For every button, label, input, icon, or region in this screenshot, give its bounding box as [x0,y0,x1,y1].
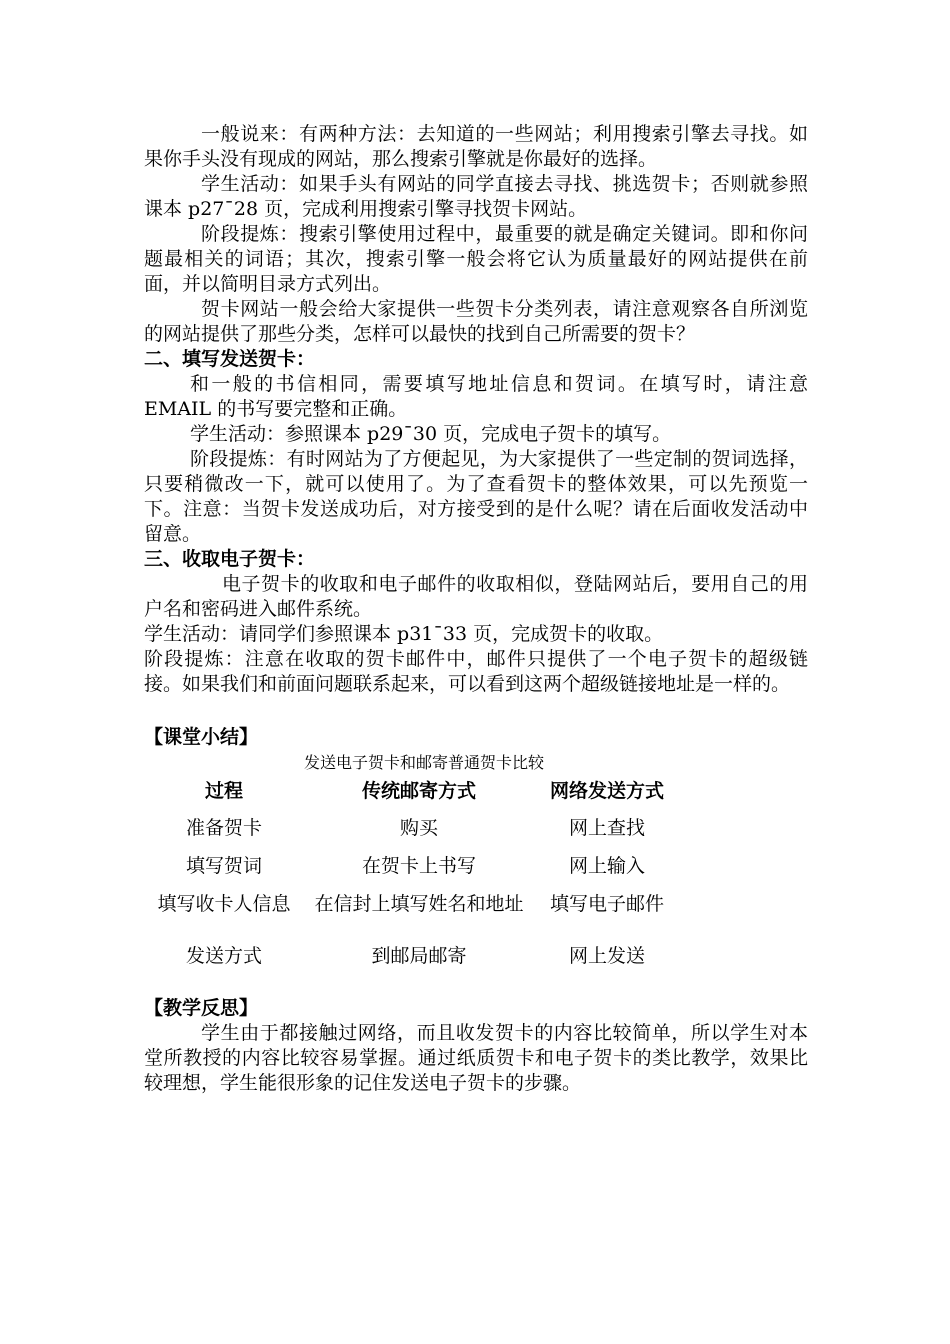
document-page [144,122,808,1096]
table-cell: 在贺卡上书写 [361,855,476,877]
comparison-table [144,778,680,982]
table-header-cell: 传统邮寄方式 [361,780,476,802]
table-header-cell: 过程 [204,780,243,802]
table-row [144,854,680,892]
table-cell: 到邮局邮寄 [371,945,467,967]
paragraph-stage-summary-2: 阶段提炼：有时网站为了方便起见，为大家提供了一些定制的贺词选择，只要稍微改一下，就可以使用了。为了查看贺卡的整体效果，可以先预览一下。注意：当贺卡发送成功后，对方接受到的是什么呢？请在后面收发活动中留意。 [144,448,808,545]
paragraph-receive-info: 电子贺卡的收取和电子邮件的收取相似，登陆网站后，要用自己的用户名和密码进入邮件系统。 [144,573,808,620]
paragraph-stage-summary-3: 阶段提炼：注意在收取的贺卡邮件中，邮件只提供了一个电子贺卡的超级链接。如果我们和前面问题联系起来，可以看到这两个超级链接地址是一样的。 [144,648,808,695]
paragraph-student-activity-2: 学生活动：参照课本 p29¯30 页，完成电子贺卡的填写。 [190,423,672,445]
table-cell: 网上发送 [568,945,645,967]
table-caption: 发送电子贺卡和邮寄普通贺卡比较 [303,753,544,772]
table-row [144,816,680,854]
paragraph-student-activity-1: 学生活动：如果手头有网站的同学直接去寻找、挑选贺卡；否则就参照课本 p27¯28 页，完成利用搜索引擎寻找贺卡网站。 [144,173,808,220]
table-cell: 准备贺卡 [185,817,262,839]
paragraph-card-categories: 贺卡网站一般会给大家提供一些贺卡分类列表，请注意观察各自所浏览的网站提供了那些分类，怎样可以最快的找到自己所需要的贺卡？ [144,298,808,345]
table-header-row [144,778,680,816]
paragraph-stage-summary-1: 阶段提炼：搜索引擎使用过程中，最重要的就是确定关键词。即和你问题最相关的词语；其次，搜索引擎一般会将它认为质量最好的网站提供在前面，并以简明目录方式列出。 [144,223,808,295]
section-heading-receive: 三、收取电子贺卡： [144,548,316,570]
summary-title: 【课堂小结】 [144,726,259,748]
table-cell: 购买 [399,817,438,839]
table-row [144,944,680,982]
reflection-title: 【教学反思】 [144,997,259,1019]
table-cell: 填写收卡人信息 [157,893,291,915]
table-cell: 在信封上填写姓名和地址 [314,893,524,915]
paragraph-methods: 一般说来：有两种方法：去知道的一些网站；利用搜索引擎去寻找。如果你手头没有现成的网站，那么搜索引擎就是你最好的选择。 [144,123,808,170]
paragraph-reflection: 学生由于都接触过网络，而且收发贺卡的内容比较简单，所以学生对本堂所教授的内容比较容易掌握。通过纸质贺卡和电子贺卡的类比教学，效果比较理想，学生能很形象的记住发送电子贺卡的步骤。 [144,1022,808,1094]
spacer [144,982,808,996]
table-cell: 填写贺词 [185,855,262,877]
paragraph-student-activity-3: 学生活动：请同学们参照课本 p31¯33 页，完成贺卡的收取。 [144,623,664,645]
paragraph-fill-info: 和一般的书信相同，需要填写地址信息和贺词。在填写时，请注意 EMAIL 的书写要完整和正确。 [144,373,808,420]
spacer [144,697,808,725]
table-header-cell: 网络发送方式 [549,780,664,802]
table-cell: 填写电子邮件 [549,893,664,915]
section-heading-fill-send: 二、填写发送贺卡： [144,348,316,370]
table-cell: 发送方式 [185,945,262,967]
table-cell: 网上查找 [568,817,645,839]
table-cell: 网上输入 [568,855,645,877]
table-row [144,892,680,944]
